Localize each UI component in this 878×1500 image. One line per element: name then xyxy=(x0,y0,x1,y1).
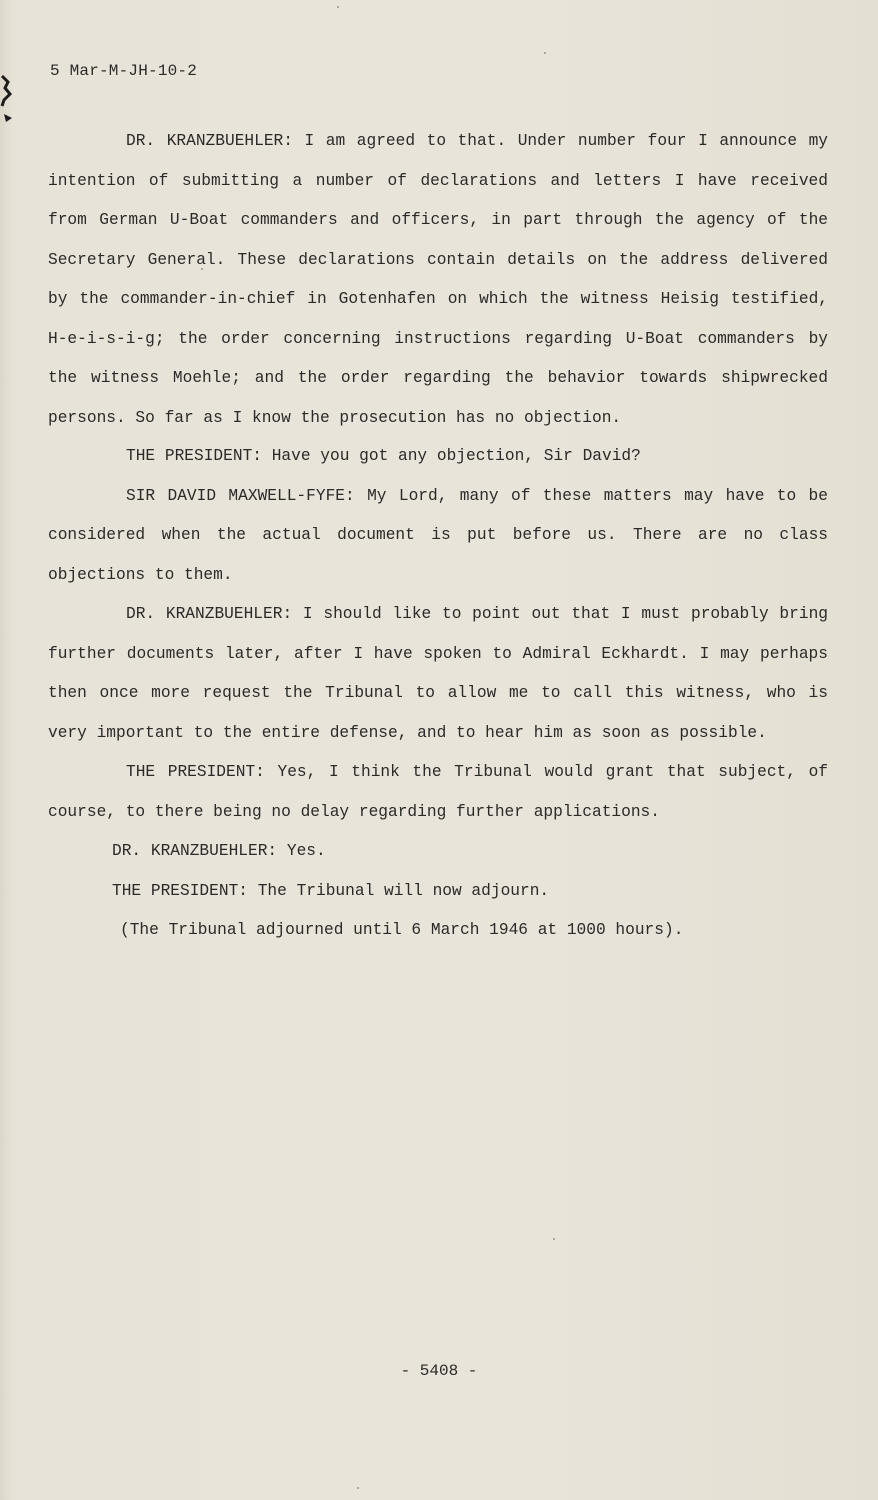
adjournment-note: (The Tribunal adjourned until 6 March 1946 at 1000 hours). xyxy=(120,921,684,939)
transcript-paragraph xyxy=(48,437,828,477)
speaker-name: THE PRESIDENT: xyxy=(126,763,265,781)
page-number xyxy=(0,1362,878,1380)
speech-text: Yes, I think the Tribunal would grant that subject, of course, to there being no delay regarding further applications. xyxy=(48,763,829,821)
transcript-paragraph xyxy=(48,595,828,753)
transcript-paragraph xyxy=(48,753,828,832)
speech-text: I should like to point out that I must probably bring further documents later, after I have spoken to Admiral Eckhardt. I may perhaps then once more request the Tribunal to allow me to call this witness, who is very important to the entire defense, and to hear him as soon as possible. xyxy=(48,605,829,742)
speaker-name: DR. KRANZBUEHLER: xyxy=(126,132,293,150)
transcript-paragraph xyxy=(48,832,828,872)
speech-text: Yes. xyxy=(286,842,326,860)
transcript-body xyxy=(48,122,828,951)
speaker-name: THE PRESIDENT: xyxy=(112,881,248,900)
transcript-paragraph xyxy=(48,477,828,596)
speaker-name: DR. KRANZBUEHLER: xyxy=(112,842,278,860)
speech-text: My Lord, many of these matters may have to be considered when the actual document is put before us. There are no class objections to them. xyxy=(48,486,828,584)
speech-text: Have you got any objection, Sir David? xyxy=(271,447,641,465)
speech-text: The Tribunal will now adjourn. xyxy=(257,881,550,900)
paper-speck xyxy=(337,6,339,8)
paper-speck xyxy=(357,1487,359,1489)
paper-speck xyxy=(544,52,546,54)
paper-speck xyxy=(201,268,203,270)
speaker-name: DR. KRANZBUEHLER: xyxy=(126,605,293,623)
speaker-name: SIR DAVID MAXWELL-FYFE: xyxy=(126,486,355,505)
transcript-paragraph xyxy=(48,872,828,912)
paper-speck xyxy=(553,1238,555,1240)
binding-mark-icon xyxy=(0,72,14,132)
document-reference: 5 Mar-M-JH-10-2 xyxy=(50,62,198,80)
transcript-paragraph xyxy=(48,122,828,438)
page-number-text: - 5408 - xyxy=(400,1362,478,1380)
speaker-name: THE PRESIDENT: xyxy=(126,447,262,465)
speech-text: I am agreed to that. Under number four I announce my intention of submitting a number of declarations and letters I have received from German U-Boat commanders and officers, in part through the agency of the Secretary General. These declarations contain details on the address delivered by the commander-in-chief in Gotenhafen on which the witness Heisig testified, H-e-i-s-i-g; the order concerning instructions regarding U-Boat commanders by the witness Moehle; and the order regarding the behavior towards shipwrecked persons. So far as I know the prosecution has no objection. xyxy=(48,132,829,427)
